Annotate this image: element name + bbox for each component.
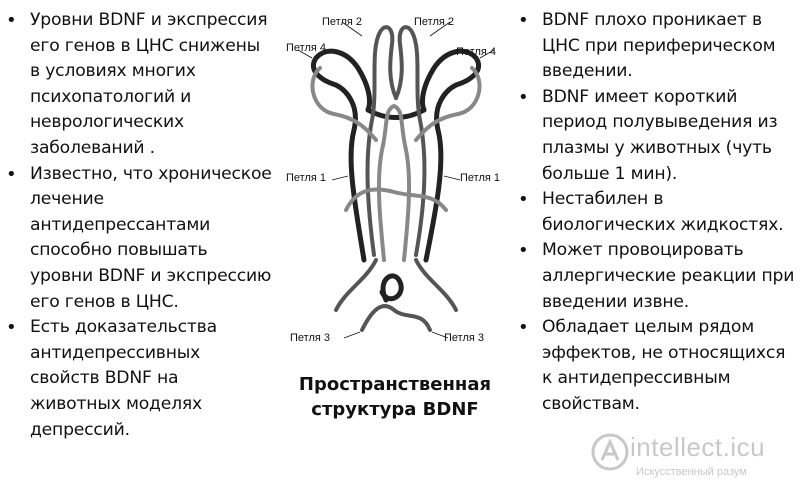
label-loop3-right: Петля 3 (444, 332, 485, 344)
label-loop4-right: Петля 4 (456, 46, 497, 58)
list-item (518, 315, 798, 417)
bullet-text: BDNF плохо проникает в ЦНС при периферическом введении. (542, 10, 776, 82)
list-item (518, 238, 798, 315)
label-loop2-right: Петля 2 (414, 16, 455, 28)
list-item (6, 315, 274, 443)
bullet-icon: • (6, 163, 17, 185)
watermark-title: intellect.icu (630, 432, 766, 462)
bullet-text: BDNF имеет короткий период полувыведения из плазмы у животных (чуть больше 1 мин). (542, 86, 778, 184)
bullet-icon: • (518, 317, 529, 339)
label-loop1-left: Петля 1 (286, 172, 327, 184)
caption-line-2: структура BDNF (311, 399, 479, 420)
list-item (6, 8, 274, 162)
label-loop1-right: Петля 1 (460, 172, 501, 184)
list-item (518, 187, 798, 238)
bullet-text: Нестабилен в биологических жидкостях. (542, 189, 784, 235)
list-item (6, 162, 274, 316)
bullet-icon: • (518, 240, 529, 262)
figure-caption (280, 372, 510, 422)
left-column (6, 8, 274, 443)
bullet-icon: • (6, 317, 17, 339)
bullet-icon: • (6, 10, 17, 31)
list-item (518, 85, 798, 187)
list-item (518, 8, 798, 85)
bullet-text: Уровни BDNF и экспрессия его генов в ЦНС снижены в условиях многих психопатологий и неврологических заболеваний . (30, 10, 268, 158)
right-bullet-list (518, 8, 798, 418)
bullet-text: Обладает целым рядом эффектов, не относящихся к антидепрессивным свойствам. (542, 317, 786, 414)
caption-line-1: Пространственная (298, 374, 492, 395)
watermark-logo (590, 430, 796, 486)
bdnf-structure-figure (276, 10, 516, 350)
bullet-text: Известно, что хроническое лечение антидепрессантами способно повышать уровни BDNF и экспрессию его генов в ЦНС. (30, 163, 272, 312)
label-loop3-left: Петля 3 (290, 332, 331, 344)
watermark-subtitle: Искусственный разум (636, 466, 747, 478)
label-loop4-left: Петля 4 (286, 42, 327, 54)
bullet-icon: • (518, 189, 529, 211)
bullet-icon: • (518, 86, 529, 108)
watermark-brain-icon (590, 430, 630, 480)
bullet-icon: • (518, 10, 529, 31)
bullet-text: Может провоцировать аллергические реакции при введении извне. (542, 240, 795, 312)
bullet-text: Есть доказательства антидепрессивных свойств BDNF на животных моделях депрессий. (30, 317, 217, 440)
label-loop2-left: Петля 2 (322, 16, 363, 28)
left-bullet-list (6, 8, 274, 443)
right-column (518, 8, 798, 418)
